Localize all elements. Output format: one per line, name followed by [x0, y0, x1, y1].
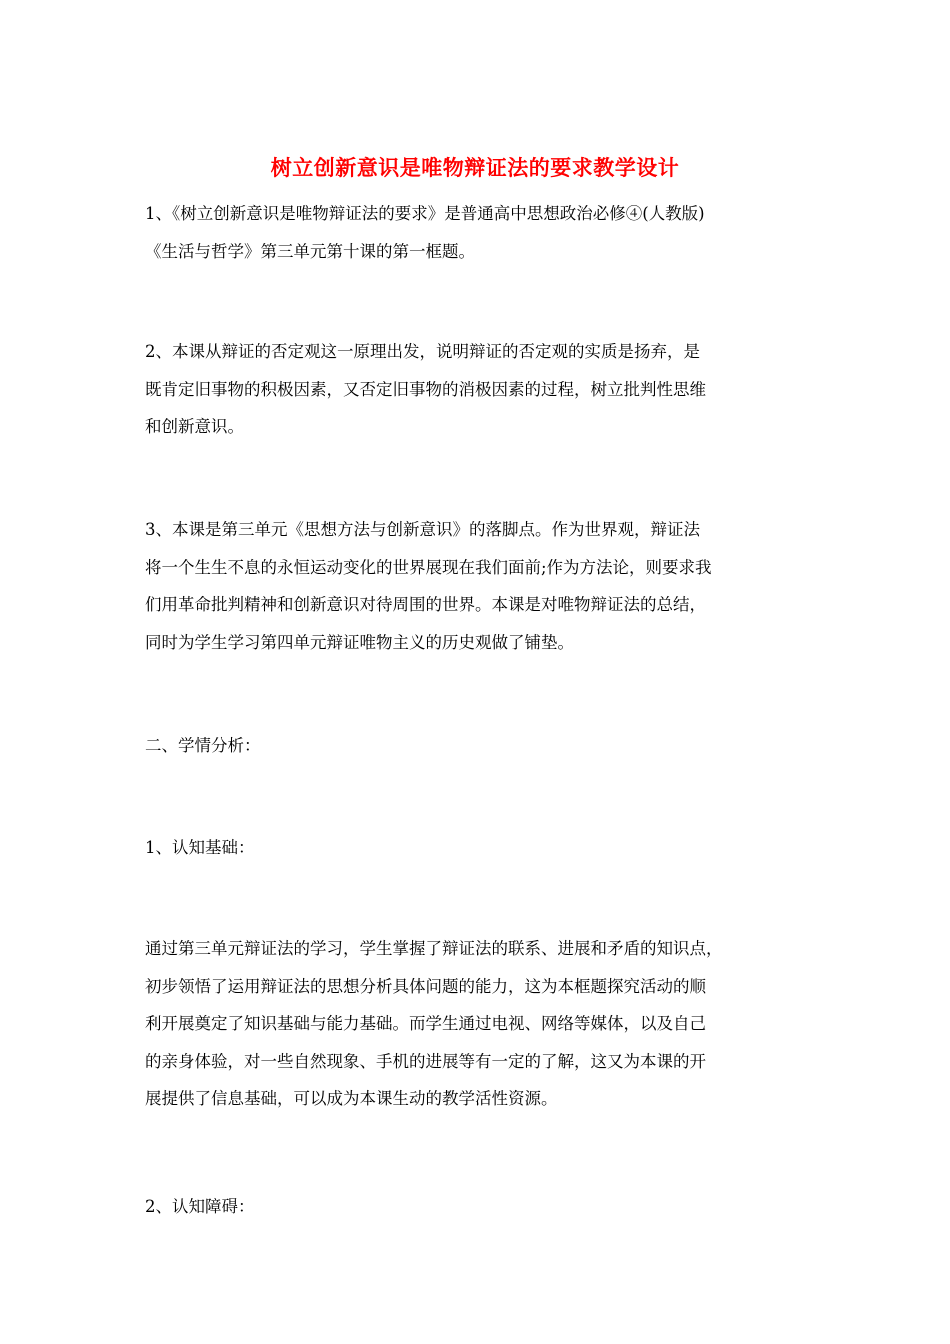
- paragraph-line: 利开展奠定了知识基础与能力基础。而学生通过电视、网络等媒体，以及自己: [145, 1014, 706, 1033]
- paragraph-line: 展提供了信息基础，可以成为本课生动的教学活性资源。: [145, 1089, 558, 1108]
- paragraph-intro-2: [145, 333, 835, 446]
- paragraph-cognitive-basis: [145, 930, 835, 1118]
- paragraph-line: 《生活与哲学》第三单元第十课的第一框题。: [145, 241, 475, 261]
- paragraph-line: 既肯定旧事物的积极因素，又否定旧事物的消极因素的过程，树立批判性思维: [145, 379, 706, 399]
- paragraph-line: 和创新意识。: [145, 417, 244, 436]
- paragraph-line: 二、学情分析：: [145, 736, 261, 755]
- document-title: 树立创新意识是唯物辩证法的要求教学设计: [270, 155, 680, 180]
- paragraph-line: 1、《树立创新意识是唯物辩证法的要求》是普通高中思想政治必修④(人教版): [145, 204, 705, 223]
- paragraph-line: 通过第三单元辩证法的学习，学生掌握了辩证法的联系、进展和矛盾的知识点，: [145, 939, 723, 958]
- paragraph-line: 的亲身体验，对一些自然现象、手机的进展等有一定的了解，这又为本课的开: [145, 1051, 706, 1071]
- paragraph-line: 1、认知基础：: [145, 838, 255, 857]
- paragraph-line: 同时为学生学习第四单元辩证唯物主义的历史观做了铺垫。: [145, 632, 574, 652]
- paragraph-line: 初步领悟了运用辩证法的思想分析具体问题的能力，这为本框题探究活动的顺: [145, 976, 706, 996]
- paragraph-line: 2、本课从辩证的否定观这一原理出发，说明辩证的否定观的实质是扬弃，是: [145, 342, 700, 361]
- paragraph-intro-3: [145, 511, 835, 661]
- paragraph-line: 2、认知障碍：: [145, 1197, 255, 1216]
- paragraph-intro-1: [145, 195, 835, 270]
- section-heading-analysis: [145, 727, 835, 765]
- paragraph-line: 将一个生生不息的永恒运动变化的世界展现在我们面前;作为方法论，则要求我: [145, 557, 712, 577]
- paragraph-line: 3、本课是第三单元《思想方法与创新意识》的落脚点。作为世界观，辩证法: [145, 520, 700, 539]
- subheading-cognitive-basis: [145, 829, 835, 867]
- subheading-cognitive-obstacle: [145, 1188, 835, 1226]
- paragraph-line: 们用革命批判精神和创新意识对待周围的世界。本课是对唯物辩证法的总结，: [145, 595, 706, 614]
